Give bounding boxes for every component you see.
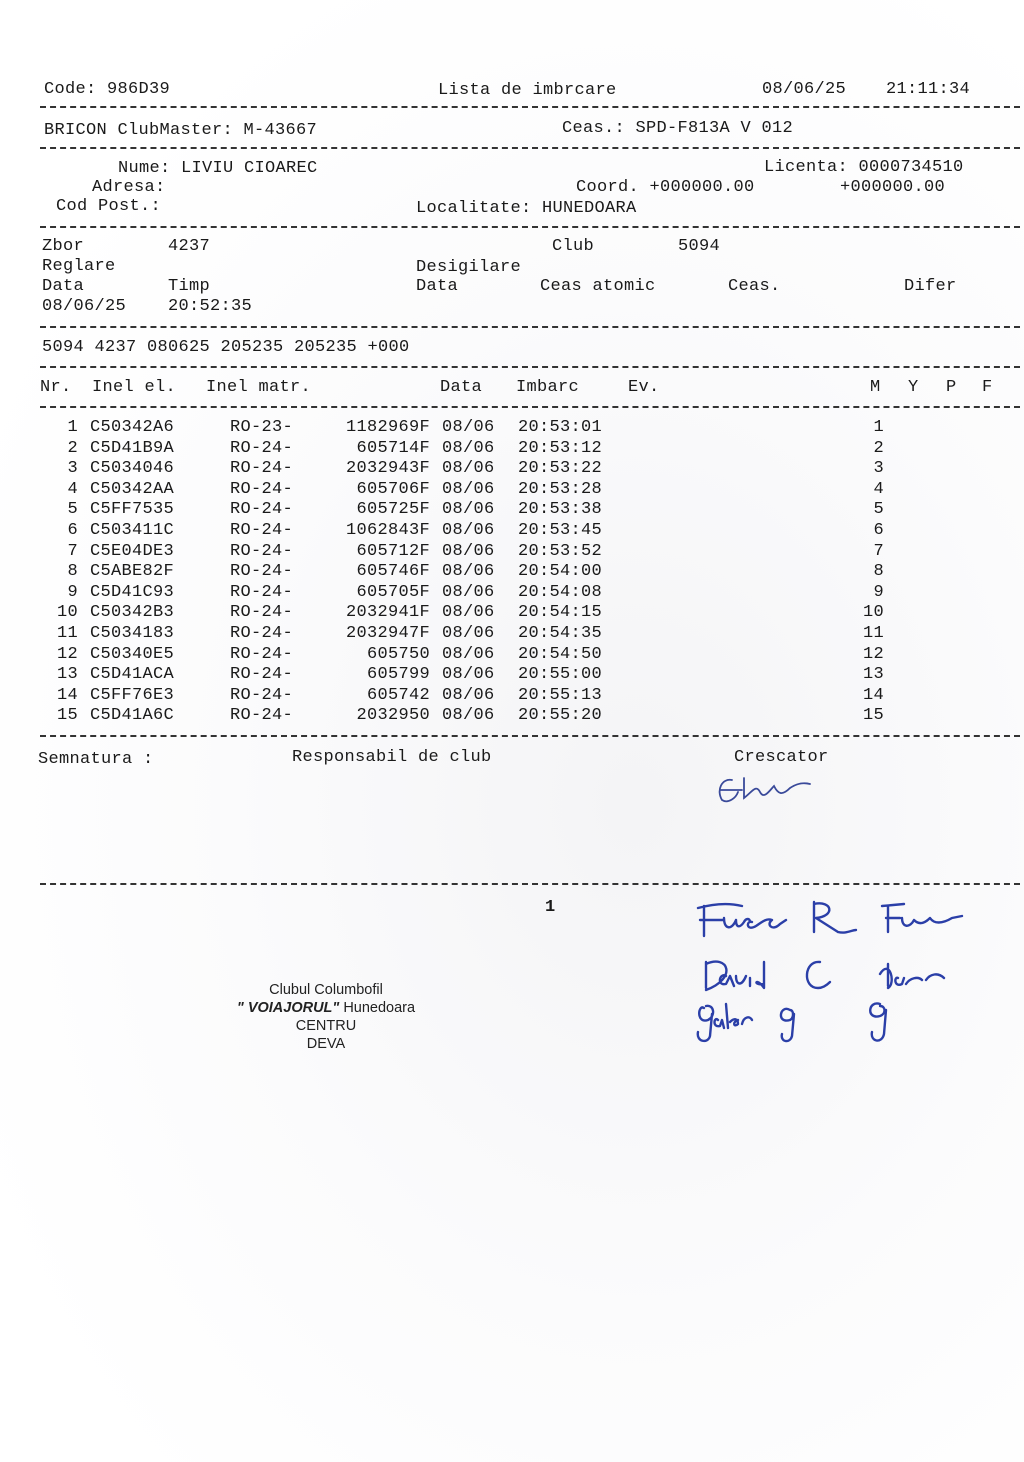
coordinates-second: +000000.00 — [840, 178, 946, 197]
row-electronic-ring: C5034046 — [90, 459, 175, 479]
row-ring-prefix: RO-24- — [230, 665, 294, 685]
code-label: Code: 986D39 — [44, 80, 171, 99]
row-m: 11 — [862, 624, 884, 643]
table-row — [0, 542, 1024, 563]
col-header-data: Data — [440, 378, 483, 397]
row-date: 08/06 — [442, 706, 495, 726]
row-date: 08/06 — [442, 665, 495, 685]
row-ring-prefix: RO-24- — [230, 624, 294, 643]
row-m: 5 — [873, 500, 884, 520]
row-ring-number: 605799 — [366, 665, 430, 685]
row-time: 20:53:45 — [518, 521, 603, 540]
row-m: 14 — [862, 685, 884, 705]
row-m: 4 — [873, 479, 884, 499]
page-number: 1 — [545, 898, 556, 917]
row-date: 08/06 — [442, 644, 495, 664]
row-time: 20:55:13 — [518, 685, 603, 705]
row-ring-prefix: RO-24- — [230, 521, 294, 540]
row-ring-prefix: RO-24- — [230, 459, 294, 479]
coordinates: Coord. +000000.00 — [576, 178, 755, 197]
row-ring-prefix: RO-24- — [230, 685, 294, 705]
row-ring-number: 605725F — [356, 500, 430, 520]
row-time: 20:55:20 — [518, 706, 603, 726]
row-ring-number: 1182969F — [345, 418, 430, 437]
system-id: BRICON ClubMaster: M-43667 — [44, 121, 318, 140]
row-nr: 6 — [67, 521, 78, 540]
handwritten-signatures — [690, 892, 990, 1052]
row-date: 08/06 — [442, 562, 495, 582]
row-date: 08/06 — [442, 459, 495, 479]
row-nr: 9 — [67, 582, 78, 602]
row-ring-number: 1062843F — [345, 521, 430, 540]
divider — [40, 326, 1020, 328]
row-time: 20:55:00 — [518, 665, 603, 685]
stamp-line-2 — [206, 999, 446, 1017]
row-ring-prefix: RO-24- — [230, 644, 294, 664]
table-row — [0, 624, 1024, 645]
stamp-line-3: CENTRU — [295, 1018, 357, 1034]
row-m: 12 — [862, 644, 884, 664]
col-header-nr: Nr. — [40, 378, 72, 397]
row-time: 20:53:22 — [518, 459, 603, 479]
club-responsible-label: Responsabil de club — [292, 748, 492, 767]
row-date: 08/06 — [442, 500, 495, 520]
row-ring-prefix: RO-24- — [230, 582, 294, 602]
col-header-y: Y — [908, 378, 919, 397]
flight-label: Zbor — [42, 237, 85, 256]
table-row — [0, 418, 1024, 439]
row-nr: 4 — [67, 479, 78, 499]
row-time: 20:53:28 — [518, 479, 603, 499]
date-label-2: Data — [416, 277, 459, 296]
reglare-label: Reglare — [42, 257, 116, 276]
row-ring-prefix: RO-24- — [230, 541, 294, 561]
row-ring-number: 605742 — [366, 685, 430, 705]
flight-number: 4237 — [168, 237, 211, 256]
row-time: 20:54:15 — [518, 603, 603, 623]
row-nr: 5 — [67, 500, 78, 520]
row-date: 08/06 — [442, 418, 495, 437]
row-m: 6 — [873, 521, 884, 540]
row-ring-prefix: RO-24- — [230, 562, 294, 582]
desigilare-label: Desigilare — [416, 258, 522, 277]
stamp-city: Hunedoara — [339, 1000, 416, 1016]
time-label: Timp — [168, 277, 211, 296]
signature-label: Semnatura : — [38, 750, 154, 769]
setting-time: 20:52:35 — [168, 297, 253, 316]
row-m: 15 — [862, 706, 884, 726]
document-title: Lista de imbrcare — [438, 81, 617, 100]
row-m: 1 — [873, 418, 884, 437]
row-electronic-ring: C503411C — [90, 521, 175, 540]
divider — [40, 406, 1020, 408]
table-row — [0, 583, 1024, 604]
breeder-label: Crescator — [734, 748, 829, 767]
row-nr: 1 — [67, 418, 78, 437]
row-ring-number: 605712F — [356, 541, 430, 561]
print-time: 21:11:34 — [886, 80, 971, 99]
row-m: 9 — [873, 582, 884, 602]
club-label: Club — [552, 237, 595, 256]
date-label: Data — [42, 277, 85, 296]
col-header-ev: Ev. — [628, 378, 660, 397]
row-time: 20:54:35 — [518, 624, 603, 643]
row-ring-prefix: RO-24- — [230, 500, 294, 520]
stamp-club-name: " VOIAJORUL" — [236, 1000, 340, 1016]
row-nr: 7 — [67, 541, 78, 561]
col-header-inel-matr: Inel matr. — [206, 378, 312, 397]
row-time: 20:53:52 — [518, 541, 603, 561]
row-ring-prefix: RO-24- — [230, 603, 294, 623]
row-ring-number: 605705F — [356, 582, 430, 602]
col-header-f: F — [982, 378, 993, 397]
row-date: 08/06 — [442, 479, 495, 499]
row-electronic-ring: C5D41C93 — [90, 582, 175, 602]
row-nr: 14 — [56, 685, 78, 705]
row-time: 20:53:38 — [518, 500, 603, 520]
atomic-clock-label: Ceas atomic — [540, 277, 656, 296]
table-row — [0, 459, 1024, 480]
row-ring-number: 605746F — [356, 562, 430, 582]
row-time: 20:53:12 — [518, 438, 603, 458]
row-electronic-ring: C5D41B9A — [90, 438, 175, 458]
row-time: 20:54:00 — [518, 562, 603, 582]
table-row — [0, 665, 1024, 686]
row-date: 08/06 — [442, 521, 495, 540]
row-date: 08/06 — [442, 438, 495, 458]
stamp-line-1: Clubul Columbofil — [269, 982, 383, 998]
table-row — [0, 521, 1024, 542]
row-date: 08/06 — [442, 603, 495, 623]
divider — [40, 226, 1020, 228]
locality: Localitate: HUNEDOARA — [416, 199, 637, 218]
row-ring-number: 2032943F — [345, 459, 430, 479]
row-m: 13 — [862, 665, 884, 685]
row-m: 8 — [873, 562, 884, 582]
row-nr: 8 — [67, 562, 78, 582]
row-nr: 10 — [56, 603, 78, 623]
row-ring-number: 2032941F — [345, 603, 430, 623]
row-nr: 3 — [67, 459, 78, 479]
row-nr: 2 — [67, 438, 78, 458]
row-ring-number: 605750 — [366, 644, 430, 664]
divider — [40, 735, 1020, 737]
club-number: 5094 — [678, 237, 721, 256]
row-electronic-ring: C5D41ACA — [90, 665, 175, 685]
row-electronic-ring: C50342AA — [90, 479, 175, 499]
table-row — [0, 480, 1024, 501]
row-ring-prefix: RO-24- — [230, 438, 294, 458]
license-number: Licenta: 0000734510 — [764, 158, 964, 177]
row-electronic-ring: C5ABE82F — [90, 562, 175, 582]
row-m: 7 — [873, 541, 884, 561]
club-stamp — [206, 981, 446, 1053]
row-time: 20:54:50 — [518, 644, 603, 664]
clock-label: Ceas. — [728, 277, 781, 296]
divider — [40, 883, 1020, 885]
table-row — [0, 439, 1024, 460]
row-electronic-ring: C5D41A6C — [90, 706, 175, 726]
table-row — [0, 706, 1024, 727]
col-header-m: M — [870, 378, 881, 397]
row-ring-number: 2032950 — [356, 706, 430, 726]
owner-name: Nume: LIVIU CIOAREC — [118, 159, 318, 178]
row-electronic-ring: C50342B3 — [90, 603, 175, 623]
row-ring-number: 605714F — [356, 438, 430, 458]
row-electronic-ring: C5E04DE3 — [90, 541, 175, 561]
row-date: 08/06 — [442, 541, 495, 561]
table-row — [0, 500, 1024, 521]
difference-label: Difer — [904, 277, 957, 296]
row-ring-prefix: RO-24- — [230, 706, 294, 726]
row-date: 08/06 — [442, 582, 495, 602]
stamp-line-4: DEVA — [306, 1036, 346, 1052]
print-date: 08/06/25 — [762, 80, 847, 99]
col-header-p: P — [946, 378, 957, 397]
row-m: 10 — [862, 603, 884, 623]
table-row — [0, 603, 1024, 624]
row-nr: 11 — [56, 624, 78, 643]
row-date: 08/06 — [442, 624, 495, 643]
table-row — [0, 562, 1024, 583]
address-label: Adresa: — [92, 178, 166, 197]
row-m: 2 — [873, 438, 884, 458]
row-electronic-ring: C50342A6 — [90, 418, 175, 437]
row-nr: 15 — [56, 706, 78, 726]
row-time: 20:53:01 — [518, 418, 603, 437]
postcode-label: Cod Post.: — [56, 197, 162, 216]
setting-date: 08/06/25 — [42, 297, 127, 316]
row-electronic-ring: C5FF7535 — [90, 500, 175, 520]
row-time: 20:54:08 — [518, 582, 603, 602]
divider — [40, 106, 1020, 108]
row-nr: 12 — [56, 644, 78, 664]
col-header-imbarc: Imbarc — [516, 378, 580, 397]
row-electronic-ring: C5034183 — [90, 624, 175, 643]
divider — [40, 147, 1020, 149]
row-ring-prefix: RO-23- — [230, 418, 294, 437]
row-date: 08/06 — [442, 685, 495, 705]
breeder-signature — [712, 770, 822, 810]
clock-id: Ceas.: SPD-F813A V 012 — [562, 119, 794, 138]
row-m: 3 — [873, 459, 884, 479]
row-ring-number: 605706F — [356, 479, 430, 499]
table-row — [0, 686, 1024, 707]
row-electronic-ring: C50340E5 — [90, 644, 175, 664]
row-ring-prefix: RO-24- — [230, 479, 294, 499]
row-nr: 13 — [56, 665, 78, 685]
col-header-inel-el: Inel el. — [92, 378, 177, 397]
flight-code-line: 5094 4237 080625 205235 205235 +000 — [42, 338, 410, 357]
row-ring-number: 2032947F — [345, 624, 430, 643]
divider — [40, 366, 1020, 368]
row-electronic-ring: C5FF76E3 — [90, 685, 175, 705]
table-row — [0, 645, 1024, 666]
